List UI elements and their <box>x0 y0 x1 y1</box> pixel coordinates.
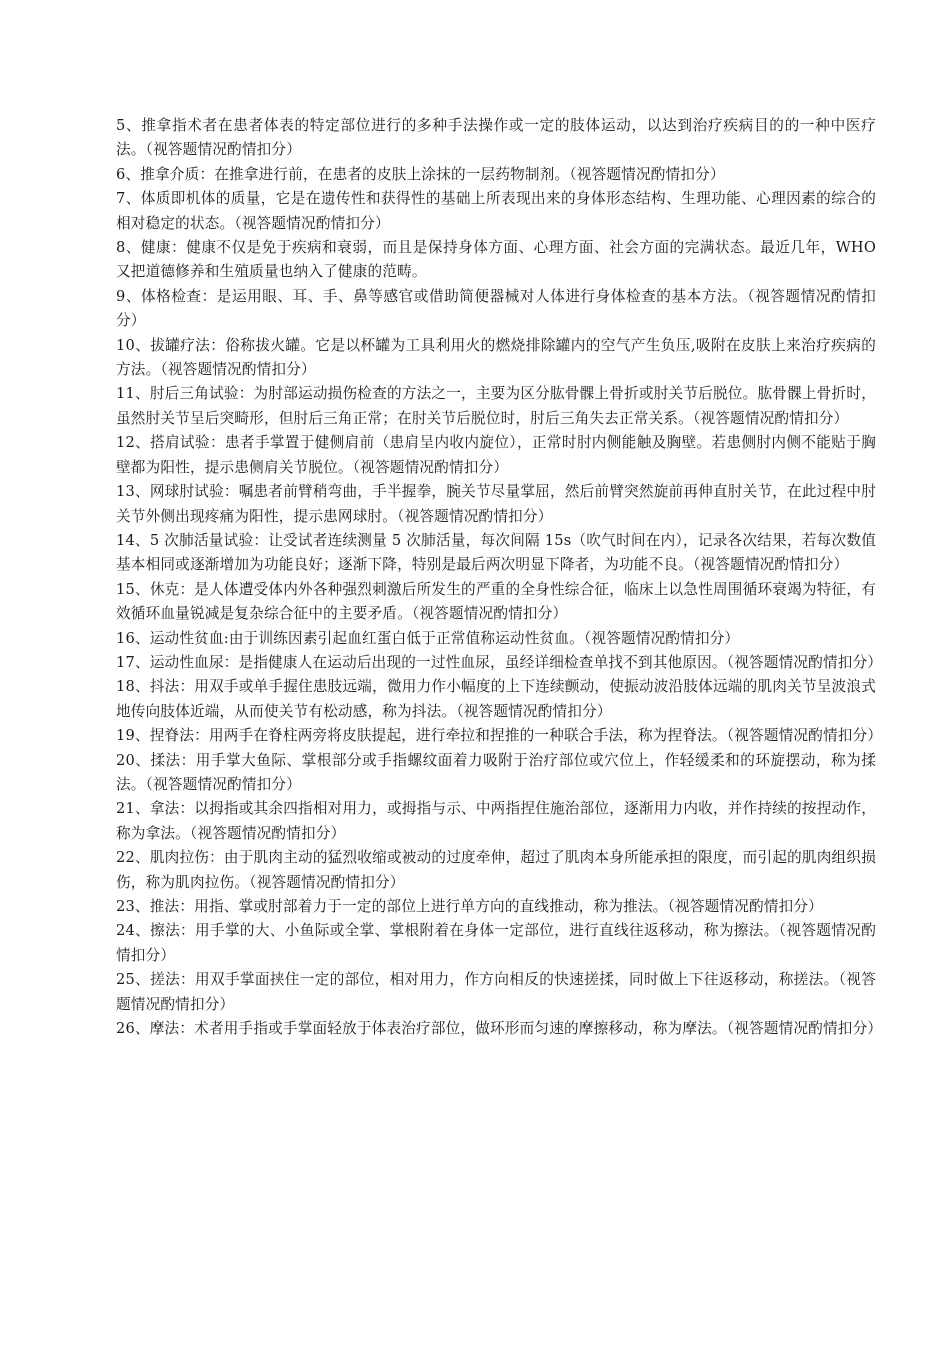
definition-entry-20: 20、揉法：用手掌大鱼际、掌根部分或手指螺纹面着力吸附于治疗部位或穴位上，作轻缓柔和的环旋摆动，称为揉法。（视答题情况酌情扣分） <box>116 751 876 793</box>
definition-entry-26: 26、摩法：术者用手指或手掌面轻放于体表治疗部位，做环形而匀速的摩擦移动，称为摩法。（视答题情况酌情扣分） <box>116 1020 883 1038</box>
definition-entry-16: 16、运动性贫血:由于训练因素引起血红蛋白低于正常值称运动性贫血。（视答题情况酌情扣分） <box>116 629 740 647</box>
definition-entry-18: 18、抖法：用双手或单手握住患肢远端，微用力作小幅度的上下连续颤动，使振动波沿肢体远端的肌肉关节呈波浪式地传向肢体近端，从而使关节有松动感，称为抖法。（视答题情况酌情扣分） <box>116 678 876 720</box>
definition-entry-21: 21、拿法：以拇指或其余四指相对用力，或拇指与示、中两指捏住施治部位，逐渐用力内收，并作持续的按捏动作，称为拿法。（视答题情况酌情扣分） <box>116 800 876 842</box>
definition-entry-9: 9、体格检查：是运用眼、耳、手、鼻等感官或借助简便器械对人体进行身体检查的基本方法。（视答题情况酌情扣分） <box>116 287 876 330</box>
definition-entry-19: 19、捏脊法：用两手在脊柱两旁将皮肤提起，进行牵拉和捏推的一种联合手法，称为捏脊法。（视答题情况酌情扣分） <box>116 727 883 745</box>
definition-entry-17: 17、运动性血尿：是指健康人在运动后出现的一过性血尿，虽经详细检查单找不到其他原因。（视答题情况酌情扣分） <box>116 653 883 671</box>
definition-entry-5: 5、推拿指术者在患者体表的特定部位进行的多种手法操作或一定的肢体运动，以达到治疗疾病目的的一种中医疗法。（视答题情况酌情扣分） <box>116 117 876 159</box>
definition-entry-14: 14、5 次肺活量试验：让受试者连续测量 5 次肺活量，每次间隔 15s（吹气时间在内），记录各次结果，若每次数值基本相同或逐渐增加为功能良好；逐渐下降，特别是最后两次明显下降者，为功能不良。（视答题情况酌情扣分） <box>116 531 876 574</box>
definition-entry-12: 12、搭肩试验：患者手掌置于健侧肩前（患肩呈内收内旋位），正常时肘内侧能触及胸壁。若患侧肘内侧不能贴于胸壁都为阳性，提示患侧肩关节脱位。（视答题情况酌情扣分） <box>116 434 876 476</box>
definition-entry-23: 23、推法：用指、掌或肘部着力于一定的部位上进行单方向的直线推动，称为推法。（视答题情况酌情扣分） <box>116 898 823 915</box>
definition-entry-11: 11、肘后三角试验：为肘部运动损伤检查的方法之一，主要为区分肱骨髁上骨折或肘关节后脱位。肱骨髁上骨折时，虽然肘关节呈后突畸形，但肘后三角正常；在肘关节后脱位时，肘后三角失去正常关系。（视答题情况酌情扣分） <box>116 385 876 427</box>
definition-entry-22: 22、肌肉拉伤：由于肌肉主动的猛烈收缩或被动的过度牵伸，超过了肌肉本身所能承担的限度，而引起的肌肉组织损伤，称为肌肉拉伤。（视答题情况酌情扣分） <box>116 849 876 891</box>
definition-entry-10: 10、拔罐疗法：俗称拔火罐。它是以杯罐为工具利用火的燃烧排除罐内的空气产生负压,吸附在皮肤上来治疗疾病的方法。（视答题情况酌情扣分） <box>116 336 876 379</box>
definition-entry-24: 24、擦法：用手掌的大、小鱼际或全掌、掌根附着在身体一定部位，进行直线往返移动，称为擦法。（视答题情况酌情扣分） <box>116 922 876 964</box>
definition-entry-15: 15、休克：是人体遭受体内外各种强烈刺激后所发生的严重的全身性综合征，临床上以急性周围循环衰竭为特征，有效循环血量锐减是复杂综合征中的主要矛盾。（视答题情况酌情扣分） <box>116 580 876 623</box>
definition-entry-25: 25、搓法：用双手掌面挟住一定的部位，相对用力，作方向相反的快速搓揉，同时做上下往返移动，称搓法。（视答题情况酌情扣分） <box>116 971 876 1013</box>
document-page <box>116 114 883 1041</box>
definition-entry-7: 7、体质即机体的质量，它是在遗传性和获得性的基础上所表现出来的身体形态结构、生理功能、心理因素的综合的相对稳定的状态。（视答题情况酌情扣分） <box>116 190 876 232</box>
definition-entry-13: 13、网球肘试验：嘱患者前臂稍弯曲，手半握拳，腕关节尽量掌屈，然后前臂突然旋前再伸直肘关节，在此过程中肘关节外侧出现疼痛为阳性，提示患网球肘。（视答题情况酌情扣分） <box>116 483 876 525</box>
definition-entry-8: 8、健康：健康不仅是免于疾病和衰弱，而且是保持身体方面、心理方面、社会方面的完满状态。最近几年，WHO 又把道德修养和生殖质量也纳入了健康的范畴。 <box>116 239 876 281</box>
definition-entry-6: 6、推拿介质：在推拿进行前，在患者的皮肤上涂抹的一层药物制剂。（视答题情况酌情扣分） <box>116 165 725 183</box>
